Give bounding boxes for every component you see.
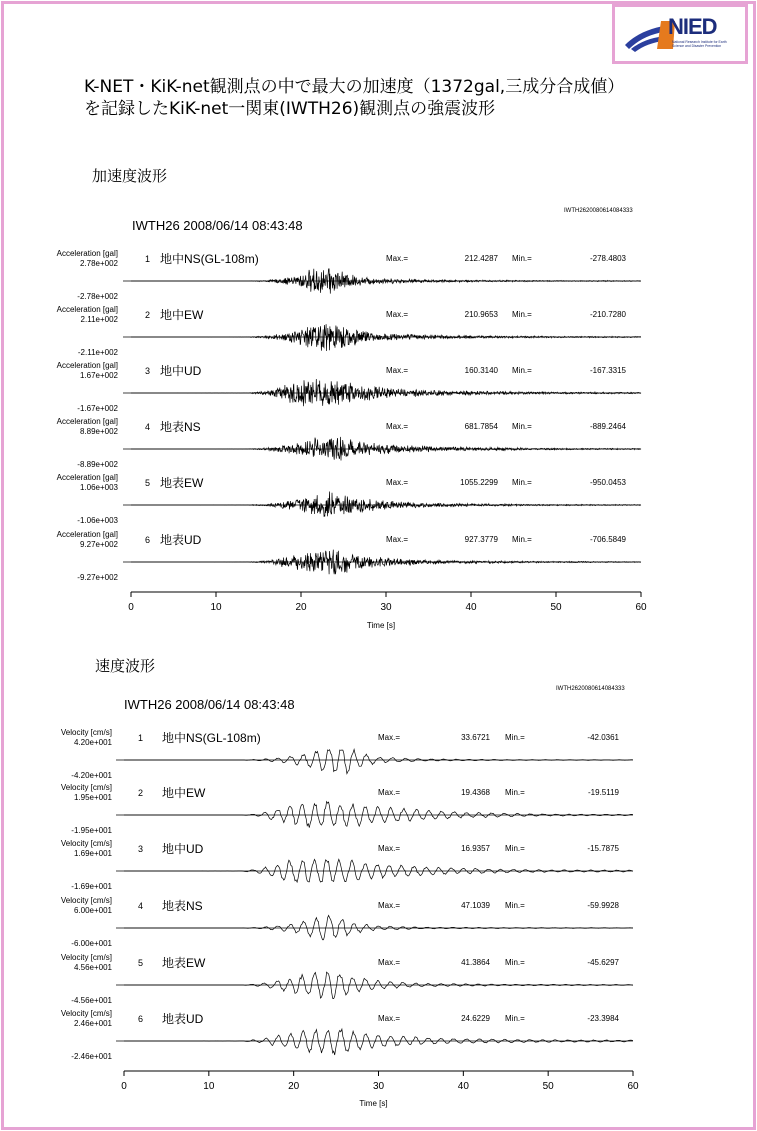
series-name: 地中NS(GL-108m) bbox=[162, 731, 261, 745]
x-tick-label: 20 bbox=[295, 602, 307, 613]
series-ybot-label: -1.67e+002 bbox=[77, 404, 118, 413]
series-ylabel: Acceleration [gal] bbox=[56, 361, 118, 370]
accel-section-title: 加速度波形 bbox=[92, 167, 168, 185]
series-waveform bbox=[124, 749, 633, 773]
max-value: 212.4287 bbox=[464, 254, 498, 263]
series-number: 4 bbox=[138, 901, 144, 911]
series-ybot-label: -2.46e+001 bbox=[71, 1052, 112, 1061]
min-label: Min.= bbox=[512, 422, 532, 431]
series-number: 5 bbox=[145, 478, 151, 488]
x-tick-label: 40 bbox=[465, 602, 477, 613]
series-ybot-label: -2.11e+002 bbox=[77, 348, 118, 357]
max-value: 1055.2299 bbox=[460, 478, 498, 487]
max-value: 19.4368 bbox=[461, 788, 490, 797]
series-waveform bbox=[124, 1029, 633, 1055]
series-ytop-label: 9.27e+002 bbox=[79, 540, 118, 549]
series-name: 地表EW bbox=[160, 476, 204, 490]
min-label: Min.= bbox=[512, 535, 532, 544]
min-value: -19.5119 bbox=[588, 788, 619, 797]
min-value: -278.4803 bbox=[589, 254, 626, 263]
series-ytop-label: 2.46e+001 bbox=[73, 1019, 112, 1028]
max-label: Max.= bbox=[378, 901, 401, 910]
min-value: -15.7875 bbox=[587, 844, 619, 853]
series-ylabel: Velocity [cm/s] bbox=[60, 1009, 112, 1018]
min-label: Min.= bbox=[505, 844, 525, 853]
series-ytop-label: 1.69e+001 bbox=[73, 849, 112, 858]
series-name: 地中EW bbox=[162, 786, 206, 800]
max-value: 927.3779 bbox=[464, 535, 498, 544]
velocity-section-title: 速度波形 bbox=[95, 657, 156, 675]
min-label: Min.= bbox=[505, 901, 525, 910]
series-ybot-label: -1.69e+001 bbox=[71, 882, 112, 891]
min-value: -59.9928 bbox=[587, 901, 619, 910]
max-label: Max.= bbox=[386, 535, 409, 544]
velocity-code: IWTH2620080614084333 bbox=[556, 686, 625, 692]
max-label: Max.= bbox=[378, 844, 401, 853]
series-name: 地表UD bbox=[162, 1012, 204, 1026]
max-label: Max.= bbox=[378, 733, 401, 742]
accel-code: IWTH2620080614084333 bbox=[564, 208, 633, 214]
series-ytop-label: 2.11e+002 bbox=[80, 315, 118, 324]
series-ylabel: Velocity [cm/s] bbox=[60, 839, 112, 848]
series-ybot-label: -4.56e+001 bbox=[71, 996, 112, 1005]
series-ytop-label: 4.20e+001 bbox=[73, 738, 112, 747]
series-name: 地中UD bbox=[162, 842, 204, 856]
x-tick-label: 10 bbox=[210, 602, 222, 613]
x-tick-label: 50 bbox=[550, 602, 562, 613]
series-name: 地中UD bbox=[160, 364, 202, 378]
max-label: Max.= bbox=[378, 1014, 401, 1023]
series-ylabel: Acceleration [gal] bbox=[56, 473, 118, 482]
series-number: 1 bbox=[145, 254, 151, 264]
max-value: 47.1039 bbox=[461, 901, 490, 910]
min-value: -889.2464 bbox=[589, 422, 626, 431]
series-ytop-label: 6.00e+001 bbox=[73, 906, 112, 915]
series-name: 地表NS bbox=[160, 420, 201, 434]
series-ybot-label: -9.27e+002 bbox=[77, 573, 118, 582]
series-ylabel: Acceleration [gal] bbox=[56, 530, 118, 539]
max-label: Max.= bbox=[378, 788, 401, 797]
x-tick-label: 60 bbox=[627, 1081, 639, 1092]
max-label: Max.= bbox=[386, 254, 409, 263]
series-number: 2 bbox=[138, 788, 144, 798]
accel-header: IWTH26 2008/06/14 08:43:48 bbox=[132, 218, 303, 233]
min-label: Min.= bbox=[505, 1014, 525, 1023]
series-ytop-label: 1.67e+002 bbox=[79, 371, 118, 380]
min-value: -167.3315 bbox=[589, 366, 626, 375]
x-tick-label: 0 bbox=[128, 602, 134, 613]
series-ylabel: Acceleration [gal] bbox=[56, 305, 118, 314]
series-ytop-label: 4.56e+001 bbox=[73, 963, 112, 972]
x-tick-label: 50 bbox=[542, 1081, 554, 1092]
max-value: 160.3140 bbox=[464, 366, 498, 375]
max-value: 24.6229 bbox=[461, 1014, 490, 1023]
velocity-header: IWTH26 2008/06/14 08:43:48 bbox=[124, 697, 295, 712]
series-ylabel: Velocity [cm/s] bbox=[60, 896, 112, 905]
series-ylabel: Velocity [cm/s] bbox=[60, 783, 112, 792]
max-label: Max.= bbox=[386, 478, 409, 487]
series-number: 3 bbox=[145, 366, 151, 376]
series-name: 地中NS(GL-108m) bbox=[160, 252, 259, 266]
series-number: 4 bbox=[145, 422, 151, 432]
series-ybot-label: -1.95e+001 bbox=[71, 826, 112, 835]
series-number: 3 bbox=[138, 844, 144, 854]
series-number: 2 bbox=[145, 310, 151, 320]
min-label: Min.= bbox=[505, 958, 525, 967]
series-ybot-label: -8.89e+002 bbox=[77, 460, 118, 469]
series-ytop-label: 2.78e+002 bbox=[79, 259, 118, 268]
min-value: -23.3984 bbox=[587, 1014, 619, 1023]
min-label: Min.= bbox=[505, 788, 525, 797]
x-tick-label: 0 bbox=[121, 1081, 127, 1092]
series-number: 6 bbox=[138, 1014, 144, 1024]
series-ylabel: Acceleration [gal] bbox=[56, 417, 118, 426]
min-label: Min.= bbox=[512, 366, 532, 375]
series-ybot-label: -6.00e+001 bbox=[71, 939, 112, 948]
min-value: -42.0361 bbox=[587, 733, 619, 742]
min-label: Min.= bbox=[512, 478, 532, 487]
title-line-2: を記録したKiK-net一関東(IWTH26)観測点の強震波形 bbox=[84, 99, 496, 119]
series-ybot-label: -1.06e+003 bbox=[77, 516, 118, 525]
min-label: Min.= bbox=[512, 310, 532, 319]
max-value: 210.9653 bbox=[464, 310, 498, 319]
series-name: 地表NS bbox=[162, 899, 203, 913]
series-ytop-label: 8.89e+002 bbox=[79, 427, 118, 436]
logo-subtitle: National Research Institute for Earth Science and Disaster Prevention bbox=[672, 40, 727, 48]
max-label: Max.= bbox=[378, 958, 401, 967]
max-value: 16.9357 bbox=[461, 844, 490, 853]
min-value: -706.5849 bbox=[589, 535, 626, 544]
series-ylabel: Velocity [cm/s] bbox=[60, 728, 112, 737]
logo-word: NIED bbox=[668, 14, 717, 39]
series-number: 1 bbox=[138, 733, 144, 743]
x-tick-label: 10 bbox=[203, 1081, 215, 1092]
max-value: 681.7854 bbox=[464, 422, 498, 431]
min-label: Min.= bbox=[505, 733, 525, 742]
series-name: 地表UD bbox=[160, 533, 202, 547]
series-ytop-label: 1.95e+001 bbox=[73, 793, 112, 802]
x-axis-title: Time [s] bbox=[359, 1099, 388, 1108]
x-tick-label: 30 bbox=[380, 602, 392, 613]
max-label: Max.= bbox=[386, 366, 409, 375]
max-label: Max.= bbox=[386, 310, 409, 319]
max-value: 33.6721 bbox=[461, 733, 490, 742]
series-ytop-label: 1.06e+003 bbox=[79, 483, 118, 492]
x-axis-title: Time [s] bbox=[366, 621, 396, 630]
series-ylabel: Acceleration [gal] bbox=[56, 249, 118, 258]
series-number: 5 bbox=[138, 958, 144, 968]
x-tick-label: 30 bbox=[372, 1081, 385, 1092]
series-ybot-label: -4.20e+001 bbox=[71, 771, 112, 780]
series-number: 6 bbox=[145, 535, 151, 545]
title-line-1: K-NET・KiK-net観測点の中で最大の加速度（1372gal,三成分合成値） bbox=[84, 77, 625, 97]
min-value: -950.0453 bbox=[589, 478, 626, 487]
x-tick-label: 40 bbox=[457, 1081, 469, 1092]
min-label: Min.= bbox=[512, 254, 532, 263]
min-value: -210.7280 bbox=[589, 310, 626, 319]
series-name: 地表EW bbox=[162, 956, 206, 970]
series-name: 地中EW bbox=[160, 308, 204, 322]
min-value: -45.6297 bbox=[587, 958, 619, 967]
x-tick-label: 20 bbox=[288, 1081, 300, 1092]
max-value: 41.3864 bbox=[461, 958, 490, 967]
max-label: Max.= bbox=[386, 422, 409, 431]
series-ybot-label: -2.78e+002 bbox=[77, 292, 118, 301]
x-tick-label: 60 bbox=[635, 602, 647, 613]
series-ylabel: Velocity [cm/s] bbox=[60, 953, 112, 962]
